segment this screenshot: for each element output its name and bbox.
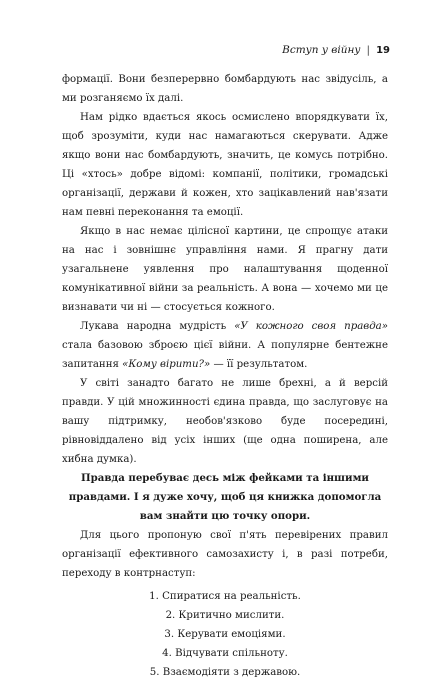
rule-item: 3. Керувати емоціями. [164, 629, 286, 640]
rule-item: 2. Критично мислити. [165, 610, 285, 621]
quote-everyone-own-truth: «У кожного своя правда» [234, 321, 388, 332]
paragraph-4 [62, 317, 388, 374]
header-separator: | [366, 44, 371, 56]
emphasis-statement: Правда перебуває десь між фейками та іншими правдами. І я дуже хочу, щоб ця книжка допомогла вам знайти цю точку опори. [68, 472, 382, 522]
paragraph-4-text-c: — її результатом. [210, 359, 308, 370]
quote-whom-to-trust: «Кому вірити?» [122, 359, 211, 370]
running-header [282, 44, 390, 56]
paragraph-1: формації. Вони безперервно бомбардують нас звідусіль, а ми розганяємо їх далі. [62, 74, 388, 104]
paragraph-3: Якщо в нас немає цілісної картини, це спрощує атаки на нас і зовнішнє управління нами. Я прагну дати узагальнене уявлення про налаштування щоденної комунікативної війни за реальність. А вона — хочемо ми це визнавати чи ні — стосується кожного. [62, 226, 388, 313]
section-title: Вступ у війну [282, 44, 361, 56]
page-number: 19 [376, 44, 390, 56]
paragraph-6: Для цього пропоную свої п'ять перевірених правил організації ефективного самозахисту і, в разі потреби, переходу в контрнаступ: [62, 530, 388, 579]
paragraph-5: У світі занадто багато не лише брехні, а й версій правди. У цій множинності єдина правда, що заслуговує на вашу підтримку, необов'язково буде посередині, рівновіддалено від усіх інших (ще одна поширена, але хибна думка). [62, 378, 388, 465]
rule-item: 1. Спиратися на реальність. [149, 591, 301, 602]
rule-item: 5. Взаємодіяти з державою. [149, 667, 301, 678]
rule-item: 4. Відчувати спільноту. [162, 648, 288, 659]
page-body [62, 70, 388, 682]
paragraph-4-text-a: Лукава народна мудрість [80, 321, 235, 332]
paragraph-2: Нам рідко вдається якось осмислено впорядкувати їх, щоб зрозуміти, куди нас намагаються скерувати. Адже якщо вони нас бомбардують, значить, це комусь потрібно. Ці «хтось» добре відомі: компанії, політики, громадські організації, держави й кожен, хто зацікавлений нав'язати нам певні переконання та емоції. [62, 112, 388, 218]
paragraph-4-text-b: стала базовою зброєю цієї війни. А популярне бентежне запитання [62, 340, 388, 370]
